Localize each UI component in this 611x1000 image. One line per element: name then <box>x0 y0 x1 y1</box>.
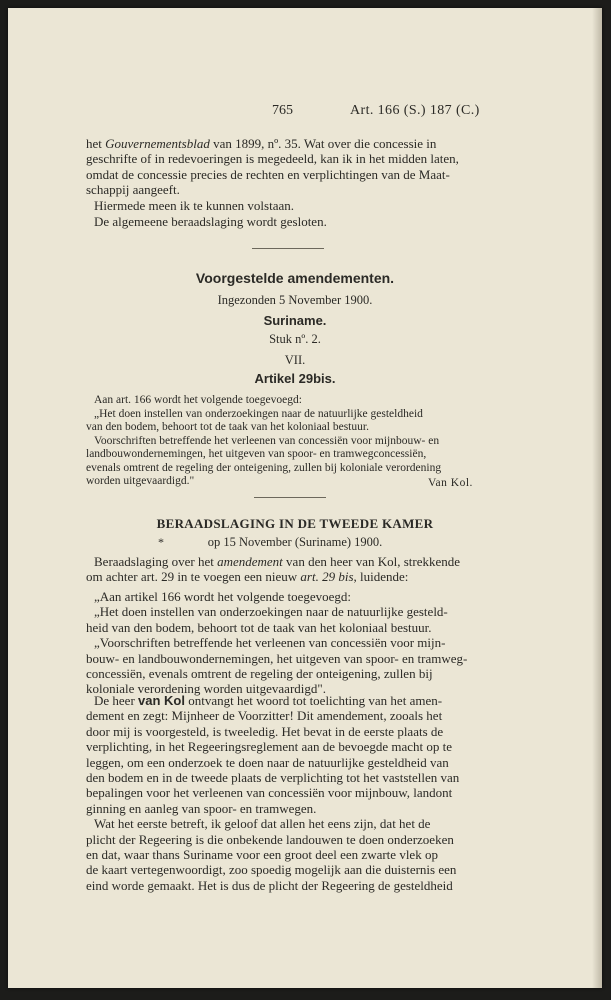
speech-line: en dat, waar thans Suriname voor een groot deel een zwarte vlek op <box>86 847 438 863</box>
quote-line: bouw- en landbouwondernemingen, het uitgeven van spoor- en tramweg- <box>86 650 468 666</box>
colony-heading: Suriname. <box>263 313 327 328</box>
amendment-line: Voorschriften betreffende het verleenen van concessiën voor mijnbouw- en <box>94 434 440 447</box>
speech-line: den bodem en in de tweede plaats de verplichting tot het vaststellen van <box>86 770 460 786</box>
amendment-line: „Het doen instellen van onderzoekingen naar de natuurlijke gesteldheid <box>94 407 423 420</box>
speech-line: eind worde gemaakt. Het is dus de plicht der Regeering de gesteldheid <box>86 877 453 893</box>
speech-line: Wat het eerste betreft, ik geloof dat allen het eens zijn, dat het de <box>94 816 431 832</box>
speech-line: de kaart vertegenwoordigt, zoo spoedig mogelijk aan die duisternis een <box>86 862 457 878</box>
speech-line: verplichting, in het Regeeringsreglement aan de bevoegde macht op te <box>86 739 453 755</box>
stuk-number: Stuk nº. 2. <box>269 332 321 346</box>
signature: Van Kol. <box>428 477 473 489</box>
closing-sentence: De algemeene beraadslaging wordt gesloten. <box>94 214 327 229</box>
page-number: 765 <box>272 103 293 118</box>
quote-line: koloniale verordening worden uitgevaardigd". <box>86 681 326 697</box>
speech-line: plicht der Regeering is die onbekende landouwen te doen onderzoeken <box>86 831 454 847</box>
amendment-line: landbouwondernemingen, het uitgeven van spoor- en tramwegconcessiën, <box>86 448 427 460</box>
amendments-title: Voorgestelde amendementen. <box>195 270 395 286</box>
page-edge-shadow <box>592 8 602 988</box>
intro-line: omdat de concessie precies de rechten en verplichtingen van de Maat- <box>86 166 450 182</box>
debate-date: op 15 November (Suriname) 1900. <box>207 535 383 549</box>
speech-paragraph <box>86 693 504 893</box>
quote-line: „Aan artikel 166 wordt het volgende toegevoegd: <box>94 589 352 604</box>
speech-line: De heer van Kol ontvangt het woord tot toelichting van het amen- <box>94 693 443 708</box>
debate-intro <box>86 554 504 585</box>
speech-line: bepalingen voor het verleenen van concessiën voor mijnbouw, landont <box>86 785 453 801</box>
speech-line: ginning en aanleg van spoor- en tramwegen. <box>86 800 317 816</box>
intro-paragraph <box>86 136 504 213</box>
margin-mark: * <box>158 535 164 549</box>
intro-line: Hiermede meen ik te kunnen volstaan. <box>94 197 294 213</box>
divider <box>254 497 326 498</box>
amendment-line: worden uitgevaardigd." <box>86 475 195 487</box>
quote-line: „Het doen instellen van onderzoekingen naar de natuurlijke gesteld- <box>94 604 448 620</box>
book-page <box>8 8 602 988</box>
running-header <box>8 103 602 121</box>
divider <box>252 248 324 249</box>
quoted-amendment <box>86 589 504 697</box>
amendment-line: van den bodem, behoort tot de taak van het koloniaal bestuur. <box>86 421 369 433</box>
speech-line: door mij is voorgesteld, is tweeledig. Het bevat in de eerste plaats de <box>86 723 444 739</box>
roman-number: VII. <box>284 353 306 367</box>
amendment-line: Aan art. 166 wordt het volgende toegevoegd: <box>94 394 302 406</box>
article-reference: Art. 166 (S.) 187 (C.) <box>350 103 480 118</box>
speech-line: leggen, om een onderzoek te doen naar de natuurlijke gesteldheid van <box>86 754 449 770</box>
amendments-submitted: Ingezonden 5 November 1900. <box>217 293 373 307</box>
quote-line: heid van den bodem, behoort tot de taak van het koloniaal bestuur. <box>86 619 432 635</box>
article-heading: Artikel 29bis. <box>254 371 336 386</box>
intro-line: het Gouvernementsblad van 1899, nº. 35. Wat over die concessie in <box>86 136 437 151</box>
speech-line: dement en zegt: Mijnheer de Voorzitter! Dit amendement, zooals het <box>86 708 443 724</box>
debate-line: om achter art. 29 in te voegen een nieuw art. 29 bis, luidende: <box>86 569 409 585</box>
amendment-text <box>86 394 504 489</box>
debate-line: Beraadslaging over het amendement van den heer van Kol, strekkende <box>94 554 461 569</box>
quote-line: „Voorschriften betreffende het verleenen van concessiën voor mijn- <box>94 635 446 651</box>
intro-line: geschrifte of in redevoeringen is megedeeld, kan ik in het midden laten, <box>86 151 459 167</box>
intro-line: schappij aangeeft. <box>86 182 180 198</box>
debate-title: BERAADSLAGING IN DE TWEEDE KAMER <box>156 516 434 531</box>
amendment-line: evenals omtrent de regeling der onteigening, zullen bij koloniale verordening <box>86 461 442 474</box>
quote-line: concessiën, evenals omtrent de regeling der onteigening, zullen bij <box>86 666 433 682</box>
